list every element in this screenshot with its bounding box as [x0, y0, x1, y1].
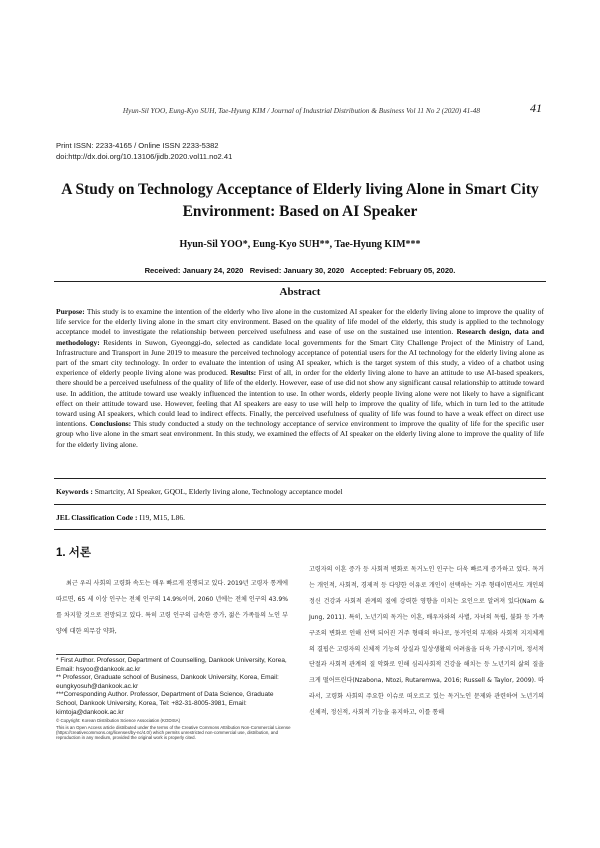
- body-paragraph: 최근 우리 사회의 고령화 속도는 매우 빠르게 진행되고 있다. 2019년 고령자 통계에 따르면, 65 세 이상 인구는 전체 인구의 14.9%이며, 2060 년에는 전체 인구의 43.9%를 차지할 것으로 전망되고 있다. 특히 고령 인구의 급속한 증가, 젊은 가족들의 노인 부양에 대한 의무감 약화,: [56, 580, 288, 635]
- keywords-rule: [54, 504, 546, 505]
- body-paragraph: 고령자의 이혼 증가 등 사회적 변화로 독거노인 인구는 더욱 빠르게 증가하고 있다. 독거는 개인적, 사회적, 경제적 등 다양한 이유로 개인이 선택하는 거주 형태이면서도 개인의 정신 건강과 사회적 관계의 질에 강력한 영향을 미치는 요인으로 알려져 있다(Nam & Jung, 2011). 특히, 노년기의 독거는 이혼, 배우자와의 사별, 자녀의 독립, 불화 등 가족 구조의 변화로 인해 선택 되어진 거주 형태의 하나로, 동거인의 부재와 사회적 지지체계의 결핍은 고령자의 신체적 기능의 상실과 일상생활의 어려움을 더욱 가중시키며, 정서적 단절과 사회적 관계의 질 악화로 인해 심리사회적 건강을 해치는 등 노년기의 삶의 질을 크게 떨어뜨린다(Nzabona, Ntozi, Rutaremwa, 2016; Russell & Taylor, 2009). 따라서, 고령화 사회의 주요한 이슈로 떠오르고 있는 독거노인 문제와 관련하여 노년기의 신체적, 정신적, 사회적 기능을 유지하고, 이를 통해: [309, 566, 544, 717]
- results-label: Results:: [230, 368, 257, 378]
- abstract-body: [56, 307, 544, 450]
- section-heading: 1. 서론: [56, 547, 92, 559]
- purpose-label: Purpose:: [56, 307, 85, 316]
- jel-text: I19, M15, L86.: [137, 513, 185, 522]
- abstract-heading: Abstract: [279, 286, 321, 298]
- design-label: Research design, data and methodology:: [56, 327, 545, 347]
- doi-line: doi:http://dx.doi.org/10.13106/jidb.2020.vol11.no2.41: [56, 152, 233, 161]
- issn-block: [56, 140, 232, 162]
- footnote-first-author: * First Author. Professor, Department of Counselling, Dankook University, Korea, Email: hsyoo@dankook.ac.kr: [56, 657, 287, 673]
- abstract-top-rule: [54, 281, 546, 282]
- keywords-label: Keywords :: [56, 487, 93, 496]
- copyright-notice: © Copyright: Korean Distribution Science Association (KODISA): [56, 718, 181, 724]
- running-head: Hyun-Sil YOO, Eung-Kyo SUH, Tae-Hyung KIM / Journal of Industrial Distribution & Business Vol 11 No 2 (2020) 41-48: [122, 106, 480, 115]
- body-column-right: [309, 562, 544, 721]
- footnote-rule: [56, 654, 140, 655]
- license-notice: This is an Open Access article distributed under the terms of the Creative Commons Attribution Non-Commercial License (https://creativecommons.org/licenses/by-nc/4.0/) which permits unrestricted non-commercial use, distribution, and reproduction in any medium, provided the original work is properly cited.: [56, 724, 291, 741]
- footnote-second-author: ** Professor, Graduate school of Business, Dankook University, Korea, Email: eungkyosuh@dankook.ac.kr: [56, 674, 279, 690]
- results-text: First of all, in order for the elderly living alone to have an attitude to use AI-based speakers, there should be a perceived usefulness of the quality of life of the elderly. However, ease of use did not show any significant causal relationship to attitude toward use. In addition, the attitude toward use weakly influenced the intention to use. In other words, elderly people living alone were not likely to have a significant effect on their attitude toward use. However, feeling that AI speakers are easy to use will help to improve the quality of life, which in turn led to the attitude toward using AI speakers, which could lead to indirect effects. Finally, the perceived usefulness of quality of life was found to have a weak effect on direct use intentions.: [56, 368, 544, 429]
- footnotes: [56, 657, 292, 741]
- received-dates: Received: January 24, 2020 Revised: January 30, 2020 Accepted: February 05, 2020.: [144, 266, 456, 275]
- keywords-text: Smartcity, AI Speaker, GQOL, Elderly living alone, Technology acceptance model: [92, 487, 343, 496]
- jel-code: [56, 513, 544, 522]
- body-column-left: [56, 576, 288, 640]
- abstract-bottom-rule: [54, 478, 546, 479]
- keywords: [56, 487, 544, 496]
- jel-label: JEL Classification Code :: [56, 513, 138, 522]
- purpose-text: This study is to examine the intention of the elderly who live alone in the customized AI speaker for the elderly living alone to improve the quality of life service for the elderly living alone in the smart city environment. Based on the quality of life model of the elderly, this study is applied to the technology acceptance model to investigate the relationship between perceived usefulness and ease of use on the sustained use intention.: [56, 307, 544, 337]
- author-list: Hyun-Sil YOO*, Eung-Kyo SUH**, Tae-Hyung KIM***: [179, 239, 421, 250]
- paper-title: A Study on Technology Acceptance of Elderly living Alone in Smart City Environment: Based on AI Speaker: [61, 181, 539, 220]
- footnote-corresponding-author: ***Corresponding Author. Professor, Department of Data Science, Graduate School, Dankook University, Korea, Tel: +82-31-8005-3981, Email: kimtoja@dankook.ac.kr: [56, 691, 274, 716]
- page-number: 41: [530, 101, 542, 115]
- design-text: Residents in Suwon, Gyeonggi-do, selected as candidate local governments for the Smart City Challenge Project of the Ministry of Land, Infrastructure and Transport in June 2019 to measure the perceived technology acceptance of potential users for the AI technology for the elderly living alone as part of the smart city technology. In order to evaluate the intention of using AI speaker, which is the target system of this study, a video of a chatbot using experience of elderly people living alone was produced.: [56, 337, 544, 378]
- issn-line: Print ISSN: 2233-4165 / Online ISSN 2233-5382: [56, 141, 219, 150]
- conclusions-label: Conclusions:: [89, 419, 132, 429]
- jel-rule: [54, 529, 546, 530]
- conclusions-text: This study conducted a study on the technology acceptance of service environment to improve the quality of life for the specific user group who live alone in the smart seat environment. In this study, we examined the effects of AI speaker on the elderly living alone to improve the quality of life for the elderly living alone.: [56, 419, 544, 449]
